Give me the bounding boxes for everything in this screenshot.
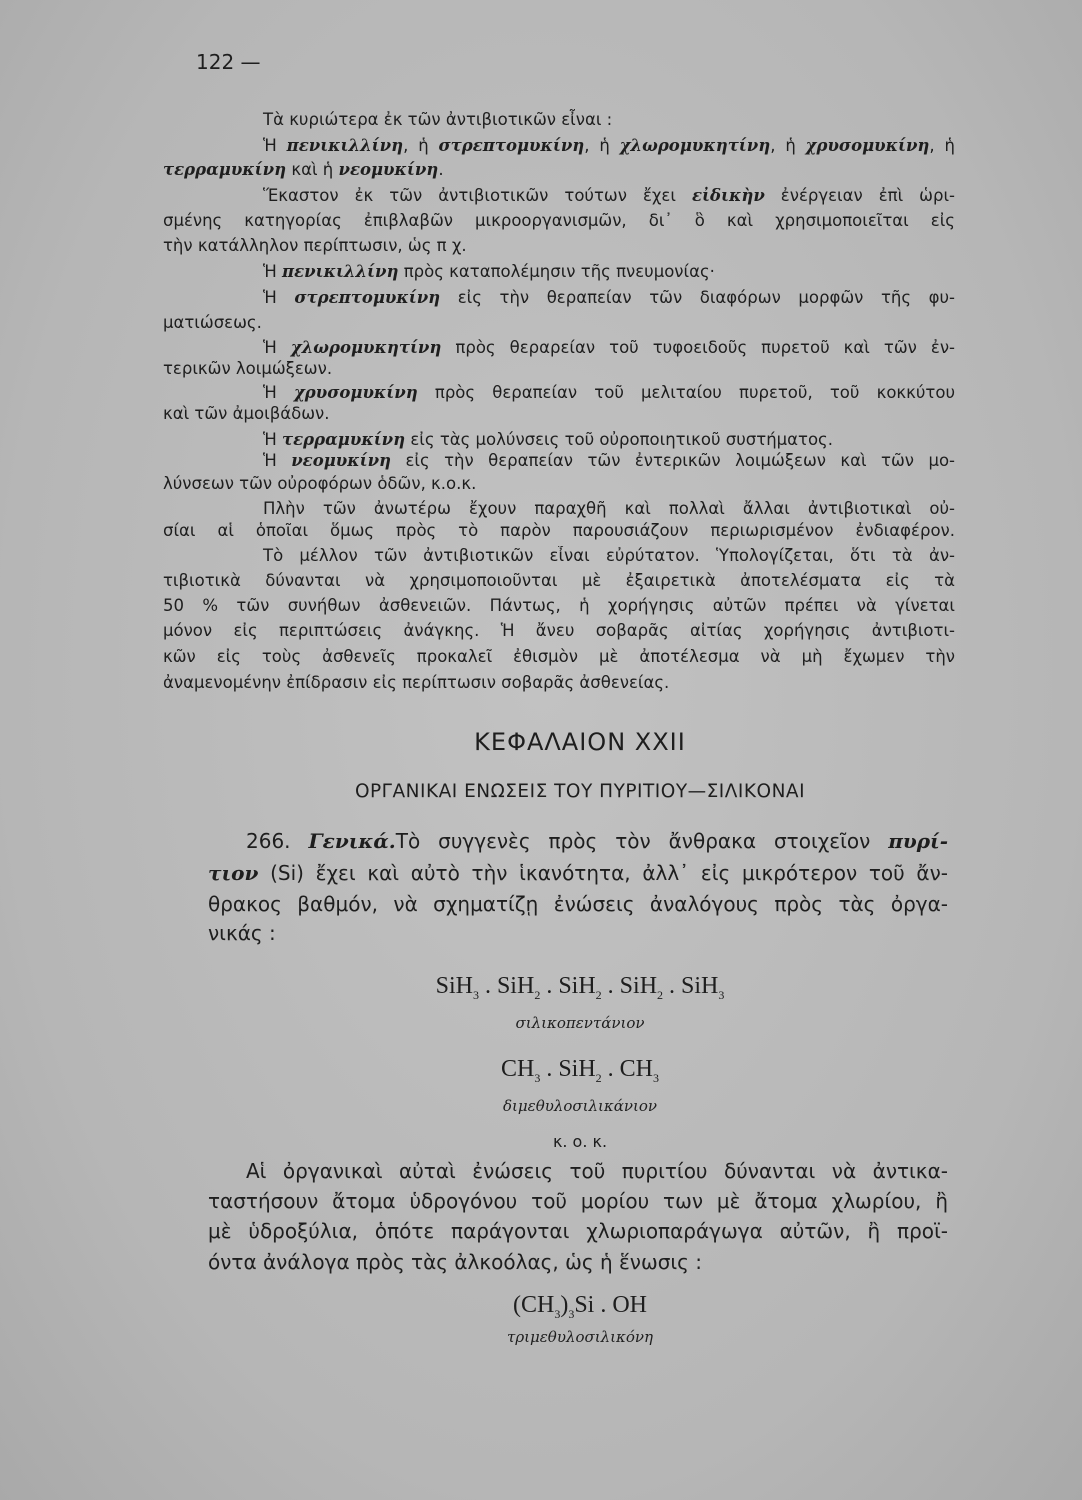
emphasized-term: στρεπτομυκίνη	[294, 288, 441, 307]
text-segment: τιβιοτικὰ δύνανται νὰ χρησιμοποιοῦνται μὲ ἐξαιρετικὰ ἀποτελέσματα εἰς τὰ	[163, 571, 955, 590]
text-segment: , ἡ	[770, 136, 806, 155]
text-segment: εἰς τὰς μολύνσεις τοῦ οὐροποιητικοῦ συστήματος.	[405, 430, 833, 449]
text-line	[163, 383, 955, 404]
text-line	[163, 236, 955, 255]
emphasized-term: χρυσομυκίνη	[805, 136, 930, 155]
text-line	[163, 136, 955, 157]
text-segment: 266.	[246, 829, 309, 853]
text-segment: Ἡ	[263, 288, 295, 307]
text-line	[163, 430, 955, 449]
formula-subscript: 3	[568, 1306, 575, 1321]
text-segment: τερικῶν λοιμώξεων.	[163, 359, 333, 378]
emphasized-term: τερραμυκίνη	[282, 430, 406, 449]
emphasized-term: πενικιλλίνη	[282, 262, 399, 281]
text-segment: θρακος βαθμόν, νὰ σχηματίζῃ ἐνώσεις ἀναλόγους πρὸς τὰς ὀργα-	[208, 892, 948, 916]
text-segment: Τὸ μέλλον τῶν ἀντιβιοτικῶν εἶναι εὐρύτατον. Ὑπολογίζεται, ὅτι τὰ ἀν-	[263, 546, 955, 565]
text-line	[208, 861, 948, 887]
text-segment: , ἡ	[584, 136, 620, 155]
text-line	[163, 110, 955, 129]
emphasized-term: χλωρομυκητίνη	[619, 136, 771, 155]
emphasized-term: νεομυκίνη	[338, 160, 439, 179]
text-segment: κῶν εἰς τοὺς ἀσθενεῖς προκαλεῖ ἐθισμὸν μὲ ἀποτέλεσμα νὰ μὴ ἔχωμεν τὴν	[163, 647, 955, 666]
text-segment: μὲ ὑδροξύλια, ὁπότε παράγονται χλωριοπαράγωγα αὐτῶν, ἢ προϊ-	[208, 1219, 948, 1243]
formula-part: . SiH	[540, 1056, 596, 1082]
emphasized-term: πενικιλλίνη	[286, 136, 404, 155]
emphasized-term: πυρί-	[888, 829, 948, 853]
text-segment: Ἡ	[263, 430, 283, 449]
formula-label: τριμεθυλοσιλικόνη	[507, 1328, 653, 1346]
formula-label: σιλικοπεντάνιον	[515, 1014, 645, 1032]
text-segment: μόνον εἰς περιπτώσεις ἀνάγκης. Ἡ ἄνευ σοβαρᾶς αἰτίας χορήγησις ἀντιβιοτι-	[163, 621, 955, 640]
text-segment: (Si) ἔχει καὶ αὐτὸ τὴν ἱκανότητα, ἀλλ᾽ εἰς μικρότερον τοῦ ἄν-	[258, 861, 948, 885]
formula-subscript: 2	[595, 987, 602, 1002]
emphasized-term: τιον	[208, 861, 259, 885]
formula-part: . SiH	[663, 973, 719, 999]
text-segment: όντα ἀνάλογα πρὸς τὰς ἀλκοόλας, ὡς ἡ ἕνωσις :	[208, 1250, 703, 1274]
formula-part: . CH	[601, 1056, 654, 1082]
text-segment: εἰς τὴν θεραπείαν τῶν ἐντερικῶν λοιμώξεων καὶ τῶν μο-	[391, 451, 955, 470]
formula-part: CH	[500, 1056, 535, 1082]
formula-subscript: 3	[653, 1070, 660, 1085]
formula-subscript: 2	[534, 987, 541, 1002]
formula-part: )	[560, 1292, 569, 1318]
text-segment: Πλὴν τῶν ἀνωτέρω ἔχουν παραχθῆ καὶ πολλαὶ ἄλλαι ἀντιβιοτικαὶ οὐ-	[263, 499, 955, 518]
formula-subscript: 3	[718, 987, 725, 1002]
page-number: 122 —	[196, 50, 261, 74]
formula-subscript: 3	[472, 987, 479, 1002]
emphasized-term: Γενικά.	[308, 829, 396, 853]
text-line	[163, 647, 955, 668]
text-line	[163, 621, 955, 642]
emphasized-term: στρεπτομυκίνη	[438, 136, 585, 155]
text-segment: Ἕκαστον ἐκ τῶν ἀντιβιοτικῶν τούτων ἔχει	[263, 186, 692, 205]
text-line	[163, 521, 955, 542]
chapter-subtitle: ΟΡΓΑΝΙΚΑΙ ΕΝΩΣΕΙΣ ΤΟΥ ΠΥΡΙΤΙΟΥ—ΣΙΛΙΚΟΝΑΙ	[354, 781, 806, 802]
text-line	[163, 160, 955, 179]
text-segment: τὴν κατάλληλον περίπτωσιν, ὡς π χ.	[163, 236, 467, 255]
formula-subscript: 2	[657, 987, 664, 1002]
text-segment: Τὰ κυριώτερα ἐκ τῶν ἀντιβιοτικῶν εἶναι :	[263, 110, 613, 129]
text-line	[163, 211, 955, 232]
text-segment: Ἡ	[263, 451, 292, 470]
text-segment: λύνσεων τῶν οὐροφόρων ὁδῶν, κ.ο.κ.	[163, 474, 477, 493]
text-line	[163, 474, 955, 493]
chapter-title: ΚΕΦΑΛΑΙΟΝ XXII	[474, 728, 686, 756]
emphasized-term: χλωρομυκητίνη	[290, 338, 442, 357]
text-segment: πρὸς καταπολέμησιν τῆς πνευμονίας·	[398, 262, 715, 281]
text-line	[163, 571, 955, 592]
text-segment: .	[438, 160, 444, 179]
text-line	[163, 288, 955, 309]
text-segment: Ἡ	[263, 136, 287, 155]
text-segment: ταστήσουν ἄτομα ὑδρογόνου τοῦ μορίου των μὲ ἄτομα χλωρίου, ἢ	[208, 1189, 948, 1213]
text-line	[163, 262, 955, 281]
text-segment: Ἡ	[263, 338, 291, 357]
etc-text: κ. ο. κ.	[552, 1132, 608, 1151]
text-line	[163, 338, 955, 359]
text-segment: Ἡ	[263, 383, 294, 402]
formula-silicopentane	[180, 973, 980, 1003]
text-line	[163, 313, 955, 332]
text-segment: Τὸ συγγενὲς πρὸς τὸν ἄνθρακα στοιχεῖον	[395, 829, 889, 853]
text-line	[163, 499, 955, 520]
text-segment: νικάς :	[208, 921, 276, 945]
formula-part: (CH	[512, 1292, 555, 1318]
formula-trimethylsilanol	[180, 1292, 980, 1322]
text-line	[208, 829, 948, 855]
text-line	[208, 1219, 948, 1245]
emphasized-term: χρυσομυκίνη	[293, 383, 418, 402]
formula-part: SiH	[435, 973, 473, 999]
text-segment: Ἡ	[263, 262, 283, 281]
text-segment: 50 % τῶν συνήθων ἀσθενειῶν. Πάντως, ἡ χορήγησις αὐτῶν πρέπει νὰ γίνεται	[163, 596, 955, 615]
formula-dimethylsilane	[180, 1056, 980, 1086]
formula-subscript: 3	[534, 1070, 541, 1085]
text-line	[163, 186, 955, 207]
formula-subscript: 3	[554, 1306, 561, 1321]
text-segment: ἀναμενομένην ἐπίδρασιν εἰς περίπτωσιν σοβαρᾶς ἀσθενείας.	[163, 673, 670, 692]
formula-part: . SiH	[478, 973, 535, 999]
formula-subscript: 2	[595, 1070, 602, 1085]
formula-part: Si . OH	[574, 1292, 648, 1318]
formula-part: . SiH	[601, 973, 658, 999]
formula-label: διμεθυλοσιλικάνιον	[502, 1097, 658, 1115]
formula-part: . SiH	[540, 973, 596, 999]
emphasized-term: νεομυκίνη	[291, 451, 392, 470]
text-line	[208, 1189, 948, 1215]
text-line	[163, 546, 955, 567]
emphasized-term: τερραμυκίνη	[163, 160, 287, 179]
text-segment: σμένης κατηγορίας ἐπιβλαβῶν μικροοργανισμῶν, δι᾽ ὃ καὶ χρησιμοποιεῖται εἰς	[163, 211, 955, 230]
text-segment: , ἡ	[929, 136, 955, 155]
text-line	[163, 451, 955, 472]
text-segment: ματιώσεως.	[163, 313, 262, 332]
text-line	[163, 596, 955, 617]
text-line	[208, 892, 948, 918]
text-segment: καὶ ἡ	[286, 160, 339, 179]
emphasized-term: εἰδικὴν	[691, 186, 765, 205]
text-segment: , ἡ	[403, 136, 439, 155]
text-line	[163, 404, 955, 423]
text-line	[163, 673, 955, 692]
text-segment: πρὸς θεραπείαν τοῦ μελιταίου πυρετοῦ, τοῦ κοκκύτου	[417, 383, 955, 402]
text-line	[208, 1159, 948, 1185]
text-segment: ἐνέργειαν ἐπὶ ὡρι-	[764, 186, 955, 205]
text-segment: Αἱ ὀργανικαὶ αὐταὶ ἐνώσεις τοῦ πυριτίου δύνανται νὰ ἀντικα-	[246, 1159, 948, 1183]
text-segment: καὶ τῶν ἀμοιβάδων.	[163, 404, 330, 423]
text-segment: πρὸς θεραρείαν τοῦ τυφοειδοῦς πυρετοῦ καὶ τῶν ἐν-	[441, 338, 955, 357]
text-line	[163, 359, 955, 378]
text-line	[208, 921, 948, 945]
text-segment: εἰς τὴν θεραπείαν τῶν διαφόρων μορφῶν τῆς φυ-	[440, 288, 955, 307]
text-line	[208, 1250, 948, 1274]
text-segment: σίαι αἱ ὁποῖαι ὅμως πρὸς τὸ παρὸν παρουσιάζουν περιωρισμένον ἐνδιαφέρον.	[163, 521, 955, 540]
